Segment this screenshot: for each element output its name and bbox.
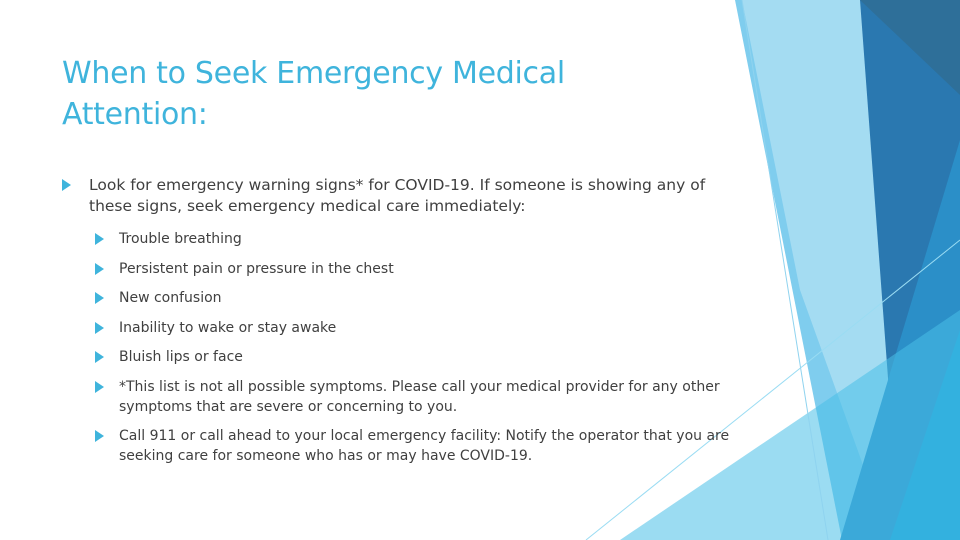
sub-bullet-text: Persistent pain or pressure in the chest [119,260,394,277]
sub-bullet [62,347,734,367]
slide-title: When to Seek Emergency Medical Attention: [62,56,565,132]
sub-bullet-text: Bluish lips or face [119,349,243,365]
sub-bullet-text: Trouble breathing [119,231,242,247]
bullet-arrow-icon [95,263,104,275]
sub-bullet [62,288,734,308]
sub-bullet-text: New confusion [119,290,222,306]
bullet-list [62,175,734,476]
sub-bullet [62,426,734,466]
bullet-arrow-icon [62,179,71,191]
main-bullet [62,175,734,217]
sub-bullet-text: Call 911 or call ahead to your local emergency facility: Notify the operator that you are seeking care for someone who has or may have COVID-19. [119,428,730,464]
bullet-arrow-icon [95,381,104,393]
bullet-arrow-icon [95,430,104,442]
bullet-arrow-icon [95,322,104,334]
sub-bullet [62,229,734,249]
bullet-arrow-icon [95,351,104,363]
main-bullet-text: Look for emergency warning signs* for COVID-19. If someone is showing any of these signs, seek emergency medical care immediately: [89,176,706,215]
sub-bullet [62,377,734,417]
sub-bullet-text: Inability to wake or stay awake [119,319,337,336]
bullet-arrow-icon [95,233,104,245]
bullet-arrow-icon [95,292,104,304]
sub-bullet [62,318,734,338]
sub-bullet [62,259,734,279]
sub-bullet-text: *This list is not all possible symptoms. Please call your medical provider for any other symptoms that are severe or concerning to you. [119,378,720,415]
